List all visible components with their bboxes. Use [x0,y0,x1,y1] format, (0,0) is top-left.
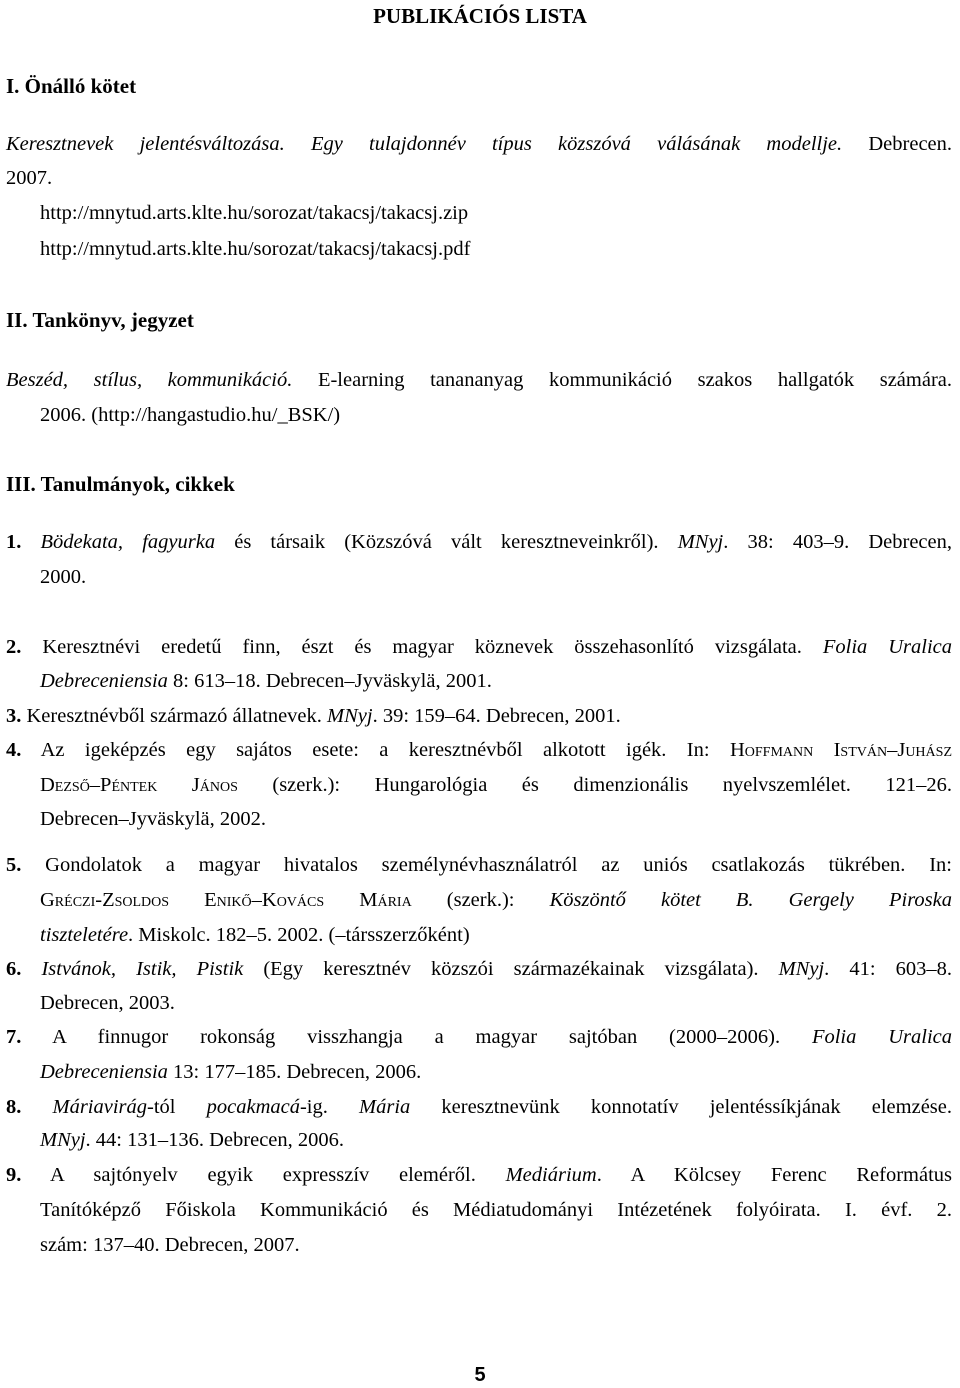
item-text: Keresztnévi eredetű finn, észt és magyar köznevek összehasonlító vizsgálata. [21,636,823,658]
item-text: Mediárium [505,1164,597,1186]
list-item-5 [6,852,952,878]
section-heading-2: II. Tankönyv, jegyzet [6,308,194,332]
item-text: Mária [359,1096,411,1118]
item-text: . Miskolc. 182–5. 2002. (–társszerzőként) [128,924,470,946]
book-year: 2007. [6,167,53,189]
textbook-desc: E-learning tanananyag kommunikáció szakos hallgatók számára. [317,369,953,391]
item-text: (szerk.): Hungarológia és dimenzionális nyelvszemlélet. 121–26. [237,774,952,796]
item-text: MNyj [40,1129,86,1151]
item-number: 8. [6,1096,22,1118]
list-item-9-cont2: szám: 137–40. Debrecen, 2007. [40,1234,300,1256]
page-title: PUBLIKÁCIÓS LISTA [373,4,587,28]
item-text: és társaik (Közszóvá vált keresztneveinkről). [215,531,678,553]
item-text: 8: 613–18. Debrecen–Jyväskylä, 2001. [167,670,492,692]
item-text: Debreceniensia [40,670,168,692]
item-text: Bödekata, fagyurka [40,531,216,553]
item-text: MNyj [327,705,373,727]
item-number: 1. [6,531,22,553]
list-item-7 [6,1024,952,1050]
list-item-3 [6,703,952,729]
list-item-1-cont: 2000. [40,566,87,588]
textbook-title: Beszéd, stílus, kommunikáció. [6,369,293,391]
item-text: 13: 177–185. Debrecen, 2006. [167,1061,422,1083]
page-number: 5 [474,1364,486,1386]
item-number: 3. [6,705,22,727]
item-text: Gondolatok a magyar hivatalos személynévhasználatról az uniós csatlakozás tükrében. In: [21,854,952,876]
book-url-zip[interactable]: http://mnytud.arts.klte.hu/sorozat/takacsj/takacsj.zip [40,202,469,224]
item-text: Debreceniensia [40,1061,168,1083]
item-text: Hoffmann István–Juhász [729,739,952,761]
item-number: 9. [6,1164,22,1186]
list-item-6-cont: Debrecen, 2003. [40,992,175,1014]
item-text: A finnugor rokonság visszhangja a magyar sajtóban (2000–2006). [21,1026,812,1048]
list-item-4-cont2: Debrecen–Jyväskylä, 2002. [40,808,267,830]
item-text: . 38: 403–9. Debrecen, [723,531,952,553]
list-item-9-cont: Tanítóképző Főiskola Kommunikáció és Médiatudományi Intézetének folyóirata. I. évf. 2. [40,1199,952,1221]
item-text: . 39: 159–64. Debrecen, 2001. [372,705,621,727]
item-text: Folia Uralica [822,636,952,658]
item-number: 7. [6,1026,22,1048]
item-text: (szerk.): [411,889,550,911]
item-number: 2. [6,636,22,658]
item-text: (Egy keresztnév közszói származékainak vizsgálata). [243,958,779,980]
list-item-1 [6,529,952,555]
item-text: . 44: 131–136. Debrecen, 2006. [85,1129,345,1151]
item-text: A sajtónyelv egyik expresszív eleméről. [21,1164,506,1186]
item-text: Köszöntő kötet B. Gergely Piroska [549,889,952,911]
item-text: MNyj [677,531,724,553]
item-text: Az igeképzés egy sajátos esete: a keresztnévből alkotott igék. In: [21,739,730,761]
list-item-8 [6,1094,952,1120]
list-item-4-cont [40,772,952,798]
book-title: Keresztnevek jelentésváltozása. Egy tulajdonnév típus közszóvá válásának modellje. [6,133,843,155]
item-text: Folia Uralica [811,1026,952,1048]
item-number: 5. [6,854,22,876]
list-item-7-cont [40,1059,952,1085]
item-text: pocakmacá [206,1096,300,1118]
item-text: . A Kölcsey Ferenc Református [596,1164,952,1186]
list-item-5-cont2 [40,922,952,948]
book-place: Debrecen. [868,133,953,155]
section-heading-3: III. Tanulmányok, cikkek [6,472,235,496]
list-item-9 [6,1162,952,1188]
item-text: Gréczi-Zsoldos Enikő–Kovács Mária [40,889,412,911]
item-text: Istvánok, Istik, Pistik [21,958,244,980]
item-text: . 41: 603–8. [824,958,952,980]
book-entry-line-1 [6,131,952,157]
item-text: -ig. [299,1096,360,1118]
book-url-pdf[interactable]: http://mnytud.arts.klte.hu/sorozat/takacsj/takacsj.pdf [40,238,471,260]
list-item-6 [6,956,952,982]
textbook-year-url[interactable]: 2006. (http://hangastudio.hu/_BSK/) [40,404,341,426]
item-text: tiszteletére [40,924,129,946]
list-item-4 [6,737,952,763]
item-number: 4. [6,739,22,761]
item-text: Keresztnévből származó állatnevek. [21,705,328,727]
item-number: 6. [6,958,22,980]
section-heading-1: I. Önálló kötet [6,74,137,98]
list-item-8-cont [40,1127,952,1153]
item-text: Máriavirág [21,1096,148,1118]
item-text: -tól [147,1096,207,1118]
list-item-5-cont [40,887,952,913]
item-text: keresztnevünk konnotatív jelentéssíkjának elemzése. [410,1096,953,1118]
list-item-2-cont [40,668,952,694]
textbook-line-1 [6,367,952,393]
item-text: Dezső–Péntek János [40,774,238,796]
list-item-2 [6,634,952,660]
item-text: MNyj [778,958,825,980]
